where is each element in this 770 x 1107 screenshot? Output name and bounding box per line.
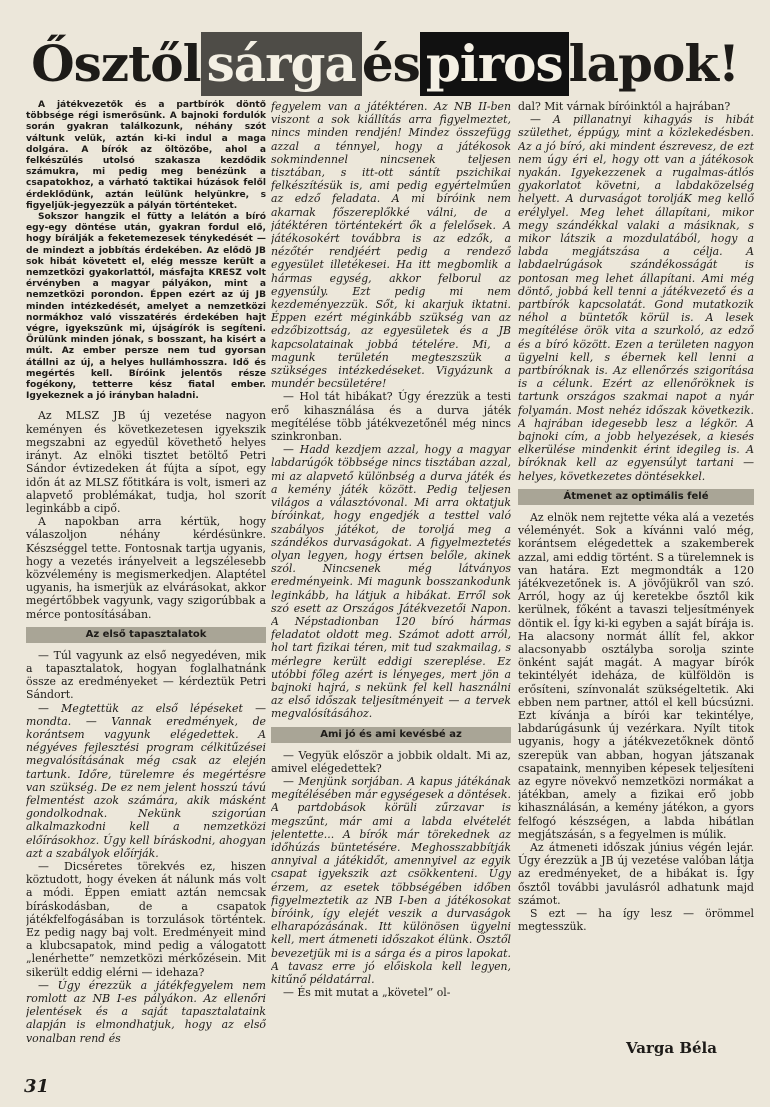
headline xyxy=(31,26,739,102)
interview-answer xyxy=(271,443,511,720)
subheading-good-and-bad: Ami jó és ami kevésbé az xyxy=(271,727,511,743)
body-text xyxy=(518,511,754,934)
body-text xyxy=(271,749,511,775)
paragraph: — Menjünk sorjában. A kapus játékának megítélésében már egységesek a döntések. A partdobások körüli zűrzavar is megszűnt, már ami a labda elvételét jelentette... A bírók már törekednek az időhúzás büntetésére. Meghosszabbítják annyival a játékidőt, amennyivel az egyik csapat igyekszik azt csökkenteni. Úgy érzem, az esetek többségében időben figyelmeztetik az NB I-ben a játékosokat bíróink, így elejét veszik a durvaságok elharapózásának. Itt különösen ügyelni kell, mert átmeneti időszakot élünk. Ősztől bevezetjük mi is a sárga és a piros lapokat. A tavasz erre jó előiskola kell legyen, kitűnő példatárral. xyxy=(271,774,511,986)
interview-answer xyxy=(518,113,754,483)
paragraph: — Dicséretes törekvés ez, hiszen köztudott, hogy éveken át nálunk más volt a módi. Éppen emiatt aztán nemcsak bíráskodásban, de a csapatok játékfelfogásában is torzulások történtek. Ez pedig nagy baj volt. Eredményeit mind a klubcsapatok, mind pedig a válogatott „lenérhette” nemzetközi mérkőzésein. Mit sikerült eddig elérni — idehaza? xyxy=(26,859,266,979)
paragraph: A napokban arra kértük, hogy válaszoljon néhány kérdésünkre. Készséggel tette. Fontosnak tartja ugyanis, hogy a vezetés irányelveit a legszélesebb közvélemény is megismerkedjen. Alaptétel ugyanis, ha ismerjük az elvárásokat, akkor megértőbbek vagyunk, vagy szigorúbbak a mérce pontosításában. xyxy=(26,515,266,621)
paragraph: — Megtettük az első lépéseket — mondta. — Vannak eredmények, de korántsem vagyunk elégedettek. A négyéves fejlesztési program célkitűzései megvalósításának még csak az elején tartunk. Időre, türelemre és megértésre van szükség. De ez nem jelent hosszú távú felmentést azok számára, akik másként gondolkodnak. Nekünk szigorúan alkalmazkodni kell a nemzetközi előírásokhoz. Úgy kell bíráskodni, ahogyan azt a szabályok előírják. xyxy=(26,701,266,860)
body-text xyxy=(26,860,266,979)
headline-word-red: piros xyxy=(420,32,569,96)
interview-answer xyxy=(271,100,511,390)
lead-paragraph: A játékvezetők és a partbírók döntő többsége régi ismerősünk. A bajnoki fordulók során gyakran találkozunk, néhány szót váltunk velük, aztán ki-ki indul a maga dolgára. A bírók az öltözőbe, ahol a felkészülés utolsó szakasza kezdődik számukra, mi pedig meg benézünk a csapatokhoz, a várható taktikai húzások felől érdeklődünk, aztán leülünk helyünkre, s figyeljük-jegyezzük a pályán történteket. xyxy=(26,100,266,211)
interview-answer xyxy=(26,979,266,1045)
paragraph: — A pillanatnyi kihagyás is hibát születhet, éppúgy, mint a közlekedésben. Az a jó bíró, aki mindent észrevesz, de ezt nem úgy éri el, hogy ott van a játékosok nyakán. Igyekezzenek a rugalmas-átlós gyakorlatot követni, a labdaközelség helyett. A durvaságot toroljáK meg kellő erélylyel. Meg lehet állapítani, mikor megy szándékkal valaki a másiknak, s mikor látszik a mozdulatából, hogy a labda megjátszása a célja. A labdaelrúgások szándékosságát is pontosan meg lehet állapítani. Ami még döntő, jobbá kell tenni a játékvezető és a partbírók kapcsolatát. Gond mutatkozik néhol a büntetők körül is. A lesek megítélése örök vita a szurkoló, az edző és a bíró között. Ezen a területen nagyon ügyelni kell, s ébernek kell lenni a partbíróknak is. Az ellenőrzés szigorítása is a célunk. Ezért az ellenőröknek is tartunk országos szakmai napot a nyár folyamán. Most nehéz időszak következik. A hajrában idegesebb lesz a légkör. A bajnoki cím, a jobb helyezések, a kiesés elkerülése mindenkit érint idegileg is. A bíróknak kell az egyensúlyt tartani — helyes, következetes döntésekkel. xyxy=(518,113,754,483)
headline-word-yellow: sárga xyxy=(201,32,362,96)
headline-word-cards: lapok! xyxy=(568,34,739,93)
paragraph: dal? Mit várnak bíróinktól a hajrában? xyxy=(518,100,731,113)
paragraph: fegyelem van a játéktéren. Az NB II-ben viszont a sok kiállítás arra figyelmeztet, nincs minden rendjén! Mindez összefügg azzal a ténnyel, hogy a játékosok sokmindennel nincsenek teljesen tisztában, s itt-ott sántít pszichikai felkészítésük is, ami pedig egyértelműen az edző feladata. A mi bíróink nem akarnak főszereplőkké válni, de a játéktéren történtekért ők a felelősek. A játékosokért továbbra is az edzők, a nézőtér rendjéért pedig a rendező egyesület illetékesei. Ha itt megbomlik a hármas egység, akkor felborul az egyensúly. Ezt pedig mi nem kezdeményezzük. Sőt, ki akarjuk iktatni. Éppen ezért méginkább szükség van az edzőbizottság, az egyesületek és a JB kapcsolatainak jobbá tételére. Mi, a magunk területén megteszszük a szükséges intézkedéseket. Vigyázunk a mundér becsületére! xyxy=(271,100,511,391)
paragraph: Az átmeneti időszak június végén lejár. Úgy érezzük a JB új vezetése valóban látja az eredményeket, de a hibákat is. Így ősztől további javulásról adhatunk majd számot. xyxy=(518,840,754,907)
lead-paragraphs xyxy=(26,100,266,402)
body-text xyxy=(26,409,266,620)
paragraph: — Túl vagyunk az első negyedéven, mik a tapasztalatok, hogyan foglalhatnánk össze az eredményeket — kérdeztük Petri Sándort. xyxy=(26,648,266,702)
paragraph: Az MLSZ JB új vezetése nagyon keményen és következetesen igyekszik megszabni az egyedül követhető helyes irányt. Az elnöki tisztet betöltő Petri Sándor évtizedeken át fújta a sípot, egy időn át az MLSZ főtitkára is volt, ismeri az alapvető problémákat, tudja, hol szorít leginkább a cipő. xyxy=(26,409,266,515)
paragraph: — Hol tát hibákat? Úgy érezzük a testi erő kihasználása és a durva játék megítélése több játékvezetőnél még nincs szinkronban. xyxy=(271,390,511,444)
headline-word-and: és xyxy=(361,34,420,93)
subheading-first-experiences: Az első tapasztalatok xyxy=(26,627,266,643)
column-1 xyxy=(26,100,266,1060)
column-2 xyxy=(271,100,511,1060)
paragraph: Az elnök nem rejtette véka alá a vezetés véleményét. Sok a kívánni való még, korántsem elégedettek a szakemberek azzal, ami eddig történt. S a türelemnek is van határa. Ezt megmondták a 120 játékvezetőnek is. A jövőjükről van szó. Arról, hogy az új keretekbe ősztől kik kerülnek, főként a tavaszi teljesítmények döntik el. Így ki-ki egyben a saját bírája is. Ha alacsony normát állít fel, akkor alacsonyabb osztályba sorolja szinte önként saját magát. A magyar bírók tekintélyét ideháza, de külföldön is erősíteni, színvonalát szükségeltetik. Aki ebben nem partner, attól el kell búcsúzni. Ezt kívánja a bírói kar tekintélye, labdarúgásunk új vezérkara. Nyílt titok ugyanis, hogy a játékvezetőknek döntő szerepük van abban, hogyan játszanak csapataink, mennyiben képesek teljesíteni az egyre növekvő nemzetközi normákat a játékban, amely a fizikai erő jobb kihasználásán, a kemény játékon, a gyors felfogó készségen, a labda hibátlan megjátszásán, s a fegyelmen is múlik. xyxy=(518,510,754,841)
author-signature: Varga Béla xyxy=(626,1039,717,1057)
body-text xyxy=(271,390,511,443)
paragraph: — Vegyük először a jobbik oldalt. Mi az, amivel elégedettek? xyxy=(271,748,511,775)
interview-answer xyxy=(271,775,511,986)
paragraph: — Hadd kezdjem azzal, hogy a magyar labdarúgók többsége nincs tisztában azzal, mi az alapvető különbség a durva játék és a kemény játék között. Pedig teljesen világos a választóvonal. Mi arra oktatjuk bíróinkat, hogy engedjék a testtel való szabályos játékot, de toroljá meg a szándékos durvaságokat. A figyelmeztetés olyan legyen, hogy értsen belőle, akinek szól. Nincsenek még látványos eredményeink. Mi magunk bosszankodunk leginkább, ha látjuk a hibákat. Erről sok szó esett az Országos Játékvezetői Napon. A Népstadionban 120 bíró hármas feladatot oldott meg. Számot adott arról, hol tart fizikai téren, mit tud szakmailag, s mérlegre került eddigi szereplése. Ez utóbbi főleg azért is lényeges, mert jön a bajnoki hajrá, s nekünk fel kell használni az első időszak teljesítményeit — a tervek megvalósításához. xyxy=(271,443,511,721)
paragraph: — És mit mutat a „követel” ol- xyxy=(283,986,451,1000)
column-3 xyxy=(518,100,754,1060)
paragraph: — Úgy érezzük a játékfegyelem nem romlott az NB I-es pályákon. Az ellenőri jelentések és a saját tapasztalataink alapján is elmondhatjuk, hogy az első vonalban rend és xyxy=(26,978,266,1045)
page-number: 31 xyxy=(24,1076,50,1097)
headline-word-1: Ősztől xyxy=(31,34,201,93)
subheading-transition: Átmenet az optimális felé xyxy=(518,489,754,505)
body-text xyxy=(271,986,511,999)
paragraph: S ezt — ha így lesz — örömmel megtesszük. xyxy=(518,906,754,934)
body-text xyxy=(518,100,754,113)
interview-answer xyxy=(26,702,266,860)
lead-paragraph: Sokszor hangzik el fütty a lelátón a bíró egy-egy döntése után, gyakran fordul elő, hogy bírálják a feketemezesek ténykedését — de mindezt a jobbítás érdekében. Az elődö JB sok hibát követett el, elég messze került a nemzetközi gyakorlattól, másfajta KRESZ volt érvényben a magyar pályákon, mint a nemzetközi porondon. Éppen ezért az új JB minden intézkedését, amelyet a nemzetközi normákhoz való visszatérés érdekében hajt végre, igyekszünk mi, újságírók is segíteni. Örülünk minden jónak, s bosszant, ha kisért a múlt. Az ember persze nem tud gyorsan átállni az új, a helyes hullámhosszra. Idő és megértés kell. Bíróink jelentős része fogékony, tetterre kész fiatal ember. Igyekeznek a jó irányban haladni. xyxy=(26,212,266,402)
body-text xyxy=(26,649,266,702)
